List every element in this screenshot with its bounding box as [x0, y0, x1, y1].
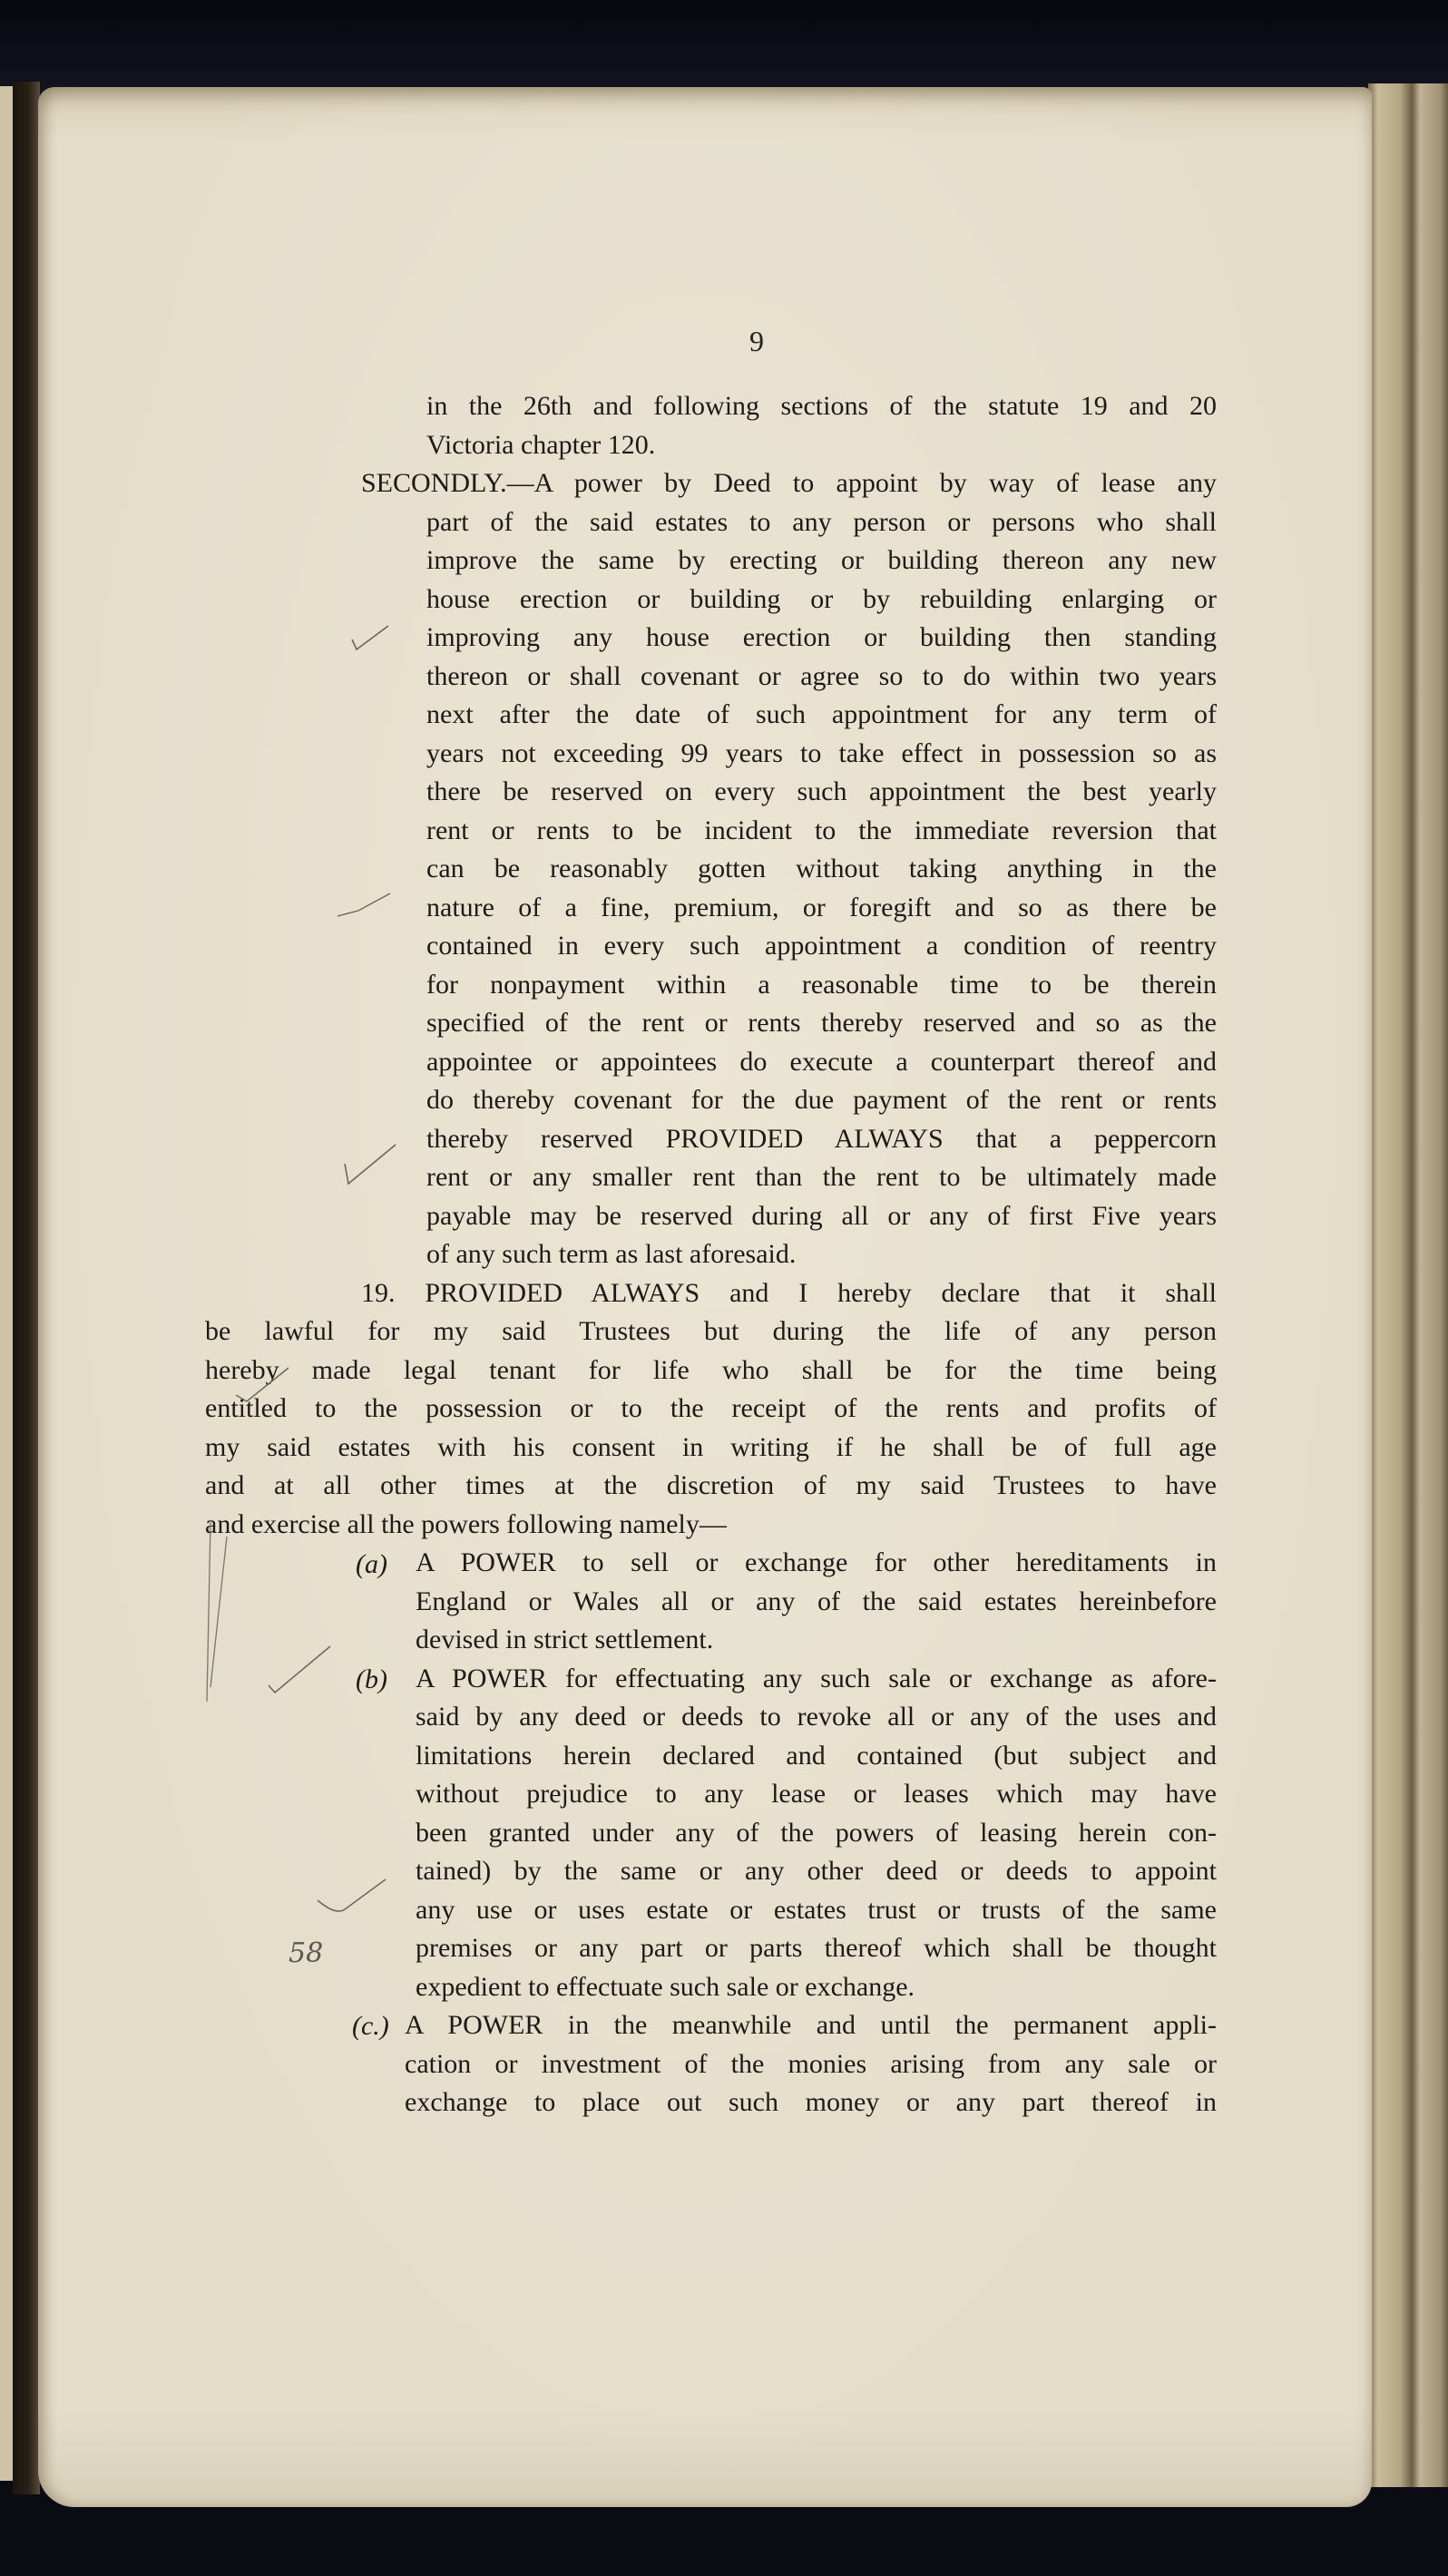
pencil-margin-note: 58 — [289, 1937, 324, 1969]
text-line: and at all other times at the discretion of my said Trustees to have — [205, 1470, 1217, 1500]
text-line: SECONDLY.—A power by Deed to appoint by way of lease any — [361, 468, 1217, 498]
text-line: next after the date of such appointment for any term of — [426, 699, 1217, 729]
text-line: exchange to place out such money or any part thereof in — [405, 2087, 1217, 2117]
text-line: and exercise all the powers following namely— — [205, 1508, 727, 1539]
pencil-margin-line-2 — [210, 1537, 227, 1687]
text-line: said by any deed or deeds to revoke all or any of the uses and — [416, 1702, 1217, 1732]
text-line: premises or any part or parts thereof which shall be thought — [416, 1933, 1217, 1963]
text-line: limitations herein declared and contained (but subject and — [416, 1740, 1217, 1771]
text-line: improving any house erection or building then standing — [426, 622, 1217, 652]
text-line: without prejudice to any lease or leases which may have — [416, 1779, 1217, 1809]
pencil-check-mark-6 — [318, 1879, 386, 1911]
text-line: cation or investment of the monies arising from any sale or — [405, 2048, 1217, 2079]
text-line: be lawful for my said Trustees but during the life of any person — [205, 1316, 1217, 1346]
text-line: house erection or building or by rebuilding enlarging or — [426, 583, 1217, 614]
text-line: specified of the rent or rents thereby reserved and so as the — [426, 1008, 1217, 1038]
pencil-check-mark-1 — [352, 626, 388, 649]
text-line: been granted under any of the powers of leasing herein con- — [416, 1817, 1217, 1848]
text-line: expedient to effectuate such sale or exchange. — [416, 1971, 915, 2002]
text-line: A POWER for effectuating any such sale or exchange as afore- — [416, 1663, 1217, 1693]
text-line: in the 26th and following sections of the statute 19 and 20 — [426, 391, 1217, 421]
text-line: thereby reserved PROVIDED ALWAYS that a peppercorn — [426, 1123, 1217, 1154]
item-marker-c: (c.) — [352, 2011, 389, 2041]
text-line: do thereby covenant for the due payment of the rent or rents — [426, 1085, 1217, 1115]
text-line: entitled to the possession or to the receipt of the rents and profits of — [205, 1393, 1217, 1423]
pencil-margin-line-1 — [207, 1522, 210, 1702]
text-line: improve the same by erecting or building thereon any new — [426, 545, 1217, 575]
text-line: thereon or shall covenant or agree so to do within two years — [426, 660, 1217, 691]
text-line: can be reasonably gotten without taking anything in the — [426, 854, 1217, 883]
text-line: there be reserved on every such appointment the best yearly — [426, 776, 1217, 806]
pencil-check-mark-5 — [269, 1646, 330, 1693]
text-line: A POWER in the meanwhile and until the permanent appli- — [405, 2010, 1217, 2040]
text-line: rent or any smaller rent than the rent to be ultimately made — [426, 1162, 1217, 1192]
text-line: hereby made legal tenant for life who shall be for the time being — [205, 1354, 1217, 1385]
text-line: 19. PROVIDED ALWAYS and I hereby declare that it shall — [361, 1277, 1217, 1308]
text-line: part of the said estates to any person or persons who shall — [426, 506, 1217, 537]
text-line: years not exceeding 99 years to take effect in possession so as — [426, 737, 1217, 768]
text-line: devised in strict settlement. — [416, 1625, 714, 1654]
item-marker-a: (a) — [356, 1549, 387, 1579]
pencil-check-mark-3 — [345, 1145, 396, 1184]
text-line: England or Wales all or any of the said estates hereinbefore — [416, 1586, 1217, 1616]
text-line: payable may be reserved during all or any of first Five years — [426, 1200, 1217, 1231]
text-line: my said estates with his consent in writing if he shall be of full age — [205, 1431, 1217, 1462]
text-line: contained in every such appointment a condition of reentry — [426, 931, 1217, 961]
text-line: appointee or appointees do execute a counterpart thereof and — [426, 1046, 1217, 1077]
text-line: nature of a fine, premium, or foregift and so as there be — [426, 892, 1217, 922]
pencil-check-mark-4 — [236, 1368, 289, 1401]
text-line: for nonpayment within a reasonable time to be therein — [426, 969, 1217, 1000]
text-line: any use or uses estate or estates trust or trusts of the same — [416, 1894, 1217, 1925]
page-number: 9 — [749, 325, 764, 357]
pencil-check-mark-2 — [338, 893, 390, 916]
text-line: tained) by the same or any other deed or deeds to appoint — [416, 1856, 1217, 1886]
text-line: Victoria chapter 120. — [426, 429, 656, 460]
text-line: of any such term as last aforesaid. — [426, 1239, 797, 1269]
item-marker-b: (b) — [356, 1664, 387, 1694]
text-line: rent or rents to be incident to the immediate reversion that — [426, 815, 1217, 845]
text-line: A POWER to sell or exchange for other hereditaments in — [416, 1547, 1217, 1577]
